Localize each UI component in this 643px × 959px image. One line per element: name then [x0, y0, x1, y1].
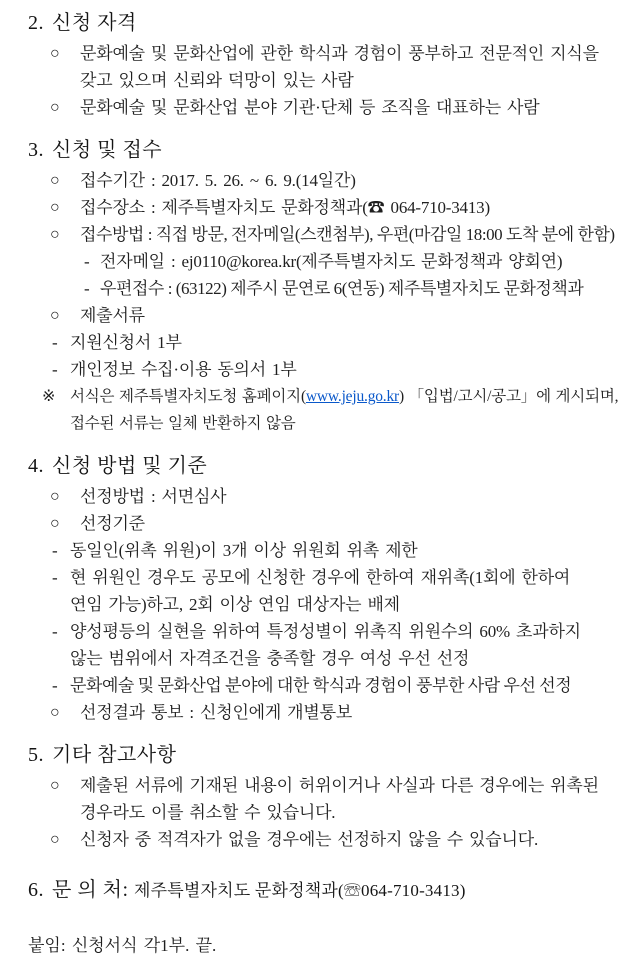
list-item [0, 672, 637, 699]
section-6-contact [0, 875, 637, 906]
selection-criteria-text: 선정기준 [80, 514, 145, 533]
section-2-title: 신청 자격 [52, 12, 137, 34]
section-6-title: 문 의 처: [52, 879, 129, 901]
circle-bullet-icon: ○ [50, 515, 60, 532]
dash-bullet-icon: - [52, 622, 58, 641]
cancellation-notice-text: 제출된 서류에 기재된 내용이 허위이거나 사실과 다른 경우에는 위촉된 [80, 776, 599, 795]
cancellation-notice-text: 경우라도 이를 취소할 수 있습니다. [80, 803, 336, 822]
dash-bullet-icon: - [84, 252, 90, 271]
section-2-application-qualification [0, 8, 637, 121]
section-3-application-and-reception [0, 135, 637, 437]
dash-bullet-icon: - [52, 333, 58, 352]
list-item [0, 221, 637, 248]
dash-bullet-icon: - [52, 676, 58, 695]
section-4-title: 신청 방법 및 기준 [52, 455, 208, 477]
privacy-consent-text: 개인정보 수집·이용 동의서 1부 [70, 360, 297, 379]
postal-address-text: 우편접수 : (63122) 제주시 문연로 6(연동) 제주특별자치도 문화정책과 [100, 279, 584, 298]
dash-bullet-icon: - [52, 568, 58, 587]
reception-method-text: 접수방법 : 직접 방문, 전자메일(스캔첨부), 우편(마감일 18:00 도착 분에 한함) [80, 225, 615, 244]
list-item [0, 699, 637, 726]
criteria-text: 않는 범위에서 자격조건을 충족할 경우 여성 우선 선정 [70, 649, 470, 668]
circle-bullet-icon: ○ [50, 831, 60, 848]
list-item [0, 275, 637, 302]
note-line [70, 383, 637, 410]
list-item-text: 문화예술 및 문화산업에 관한 학식과 경험이 풍부하고 전문적인 지식을 [80, 44, 599, 63]
section-4-number: 4. [28, 455, 44, 477]
list-item [0, 772, 637, 826]
list-item [0, 483, 637, 510]
circle-bullet-icon: ○ [50, 488, 60, 505]
list-item [0, 618, 637, 672]
reception-place-text: 접수장소 : 제주특별자치도 문화정책과(☎ 064-710-3413) [80, 198, 490, 217]
criteria-text: 양성평등의 실현을 위하여 특정성별이 위촉직 위원수의 60% 초과하지 [70, 622, 581, 641]
application-form-text: 지원신청서 1부 [70, 333, 182, 352]
list-item-text: 문화예술 및 문화산업 분야 기관·단체 등 조직을 대표하는 사람 [80, 98, 540, 117]
jeju-website-link[interactable]: www.jeju.go.kr [305, 388, 399, 405]
section-3-heading [0, 135, 637, 165]
note-text-suffix: ) 「입법/고시/공고」에 게시되며, [398, 388, 619, 405]
section-5-heading [0, 740, 637, 770]
list-item [0, 564, 637, 618]
criteria-text: 동일인(위촉 위원)이 3개 이상 위원회 위촉 제한 [70, 541, 418, 560]
list-item [0, 537, 637, 564]
list-item [0, 356, 637, 383]
section-6-heading [0, 875, 637, 906]
no-selection-notice-text: 신청자 중 적격자가 없을 경우에는 선정하지 않을 수 있습니다. [80, 830, 538, 849]
list-item [0, 94, 637, 121]
submission-documents-text: 제출서류 [80, 306, 145, 325]
section-5-title: 기타 참고사항 [52, 744, 177, 766]
section-3-number: 3. [28, 139, 44, 161]
dash-bullet-icon: - [52, 541, 58, 560]
dash-bullet-icon: - [84, 279, 90, 298]
criteria-text: 연임 가능)하고, 2회 이상 연임 대상자는 배제 [70, 595, 400, 614]
list-item [0, 194, 637, 221]
section-3-title: 신청 및 접수 [52, 139, 163, 161]
note-line: 접수된 서류는 일체 반환하지 않음 [70, 415, 296, 432]
circle-bullet-icon: ○ [50, 226, 60, 243]
section-5-other-notes [0, 740, 637, 853]
circle-bullet-icon: ○ [50, 199, 60, 216]
circle-bullet-icon: ○ [50, 777, 60, 794]
section-4-heading [0, 451, 637, 481]
list-item [0, 510, 637, 537]
section-6-number: 6. [28, 879, 44, 901]
section-2-number: 2. [28, 12, 44, 34]
list-item [0, 167, 637, 194]
list-item-text: 갖고 있으며 신뢰와 덕망이 있는 사람 [80, 71, 354, 90]
section-2-heading [0, 8, 637, 38]
circle-bullet-icon: ○ [50, 307, 60, 324]
list-item [0, 329, 637, 356]
dash-bullet-icon: - [52, 360, 58, 379]
reference-mark-icon: ※ [42, 388, 56, 405]
section-5-number: 5. [28, 744, 44, 766]
reception-period-text: 접수기간 : 2017. 5. 26. ~ 6. 9.(14일간) [80, 171, 356, 190]
criteria-text: 문화예술 및 문화산업 분야에 대한 학식과 경험이 풍부한 사람 우선 선정 [70, 676, 572, 695]
circle-bullet-icon: ○ [50, 172, 60, 189]
list-item [0, 248, 637, 275]
circle-bullet-icon: ○ [50, 99, 60, 116]
circle-bullet-icon: ○ [50, 45, 60, 62]
attachment-note-text: 붙임: 신청서식 각1부. 끝. [28, 936, 217, 955]
section-4-application-method-and-criteria [0, 451, 637, 726]
criteria-text: 현 위원인 경우도 공모에 신청한 경우에 한하여 재위촉(1회에 한하여 [70, 568, 571, 587]
note-item [0, 383, 637, 437]
email-address-text: 전자메일 : ej0110@korea.kr(제주특별자치도 문화정책과 양회연) [100, 252, 563, 271]
list-item [0, 40, 637, 94]
selection-method-text: 선정방법 : 서면심사 [80, 487, 227, 506]
result-notification-text: 선정결과 통보 : 신청인에게 개별통보 [80, 703, 353, 722]
list-item [0, 302, 637, 329]
list-item [0, 826, 637, 853]
contact-department-text: 제주특별자치도 문화정책과(☏064-710-3413) [134, 881, 466, 900]
circle-bullet-icon: ○ [50, 704, 60, 721]
note-text-prefix: 서식은 제주특별자치도청 홈페이지( [70, 388, 306, 405]
